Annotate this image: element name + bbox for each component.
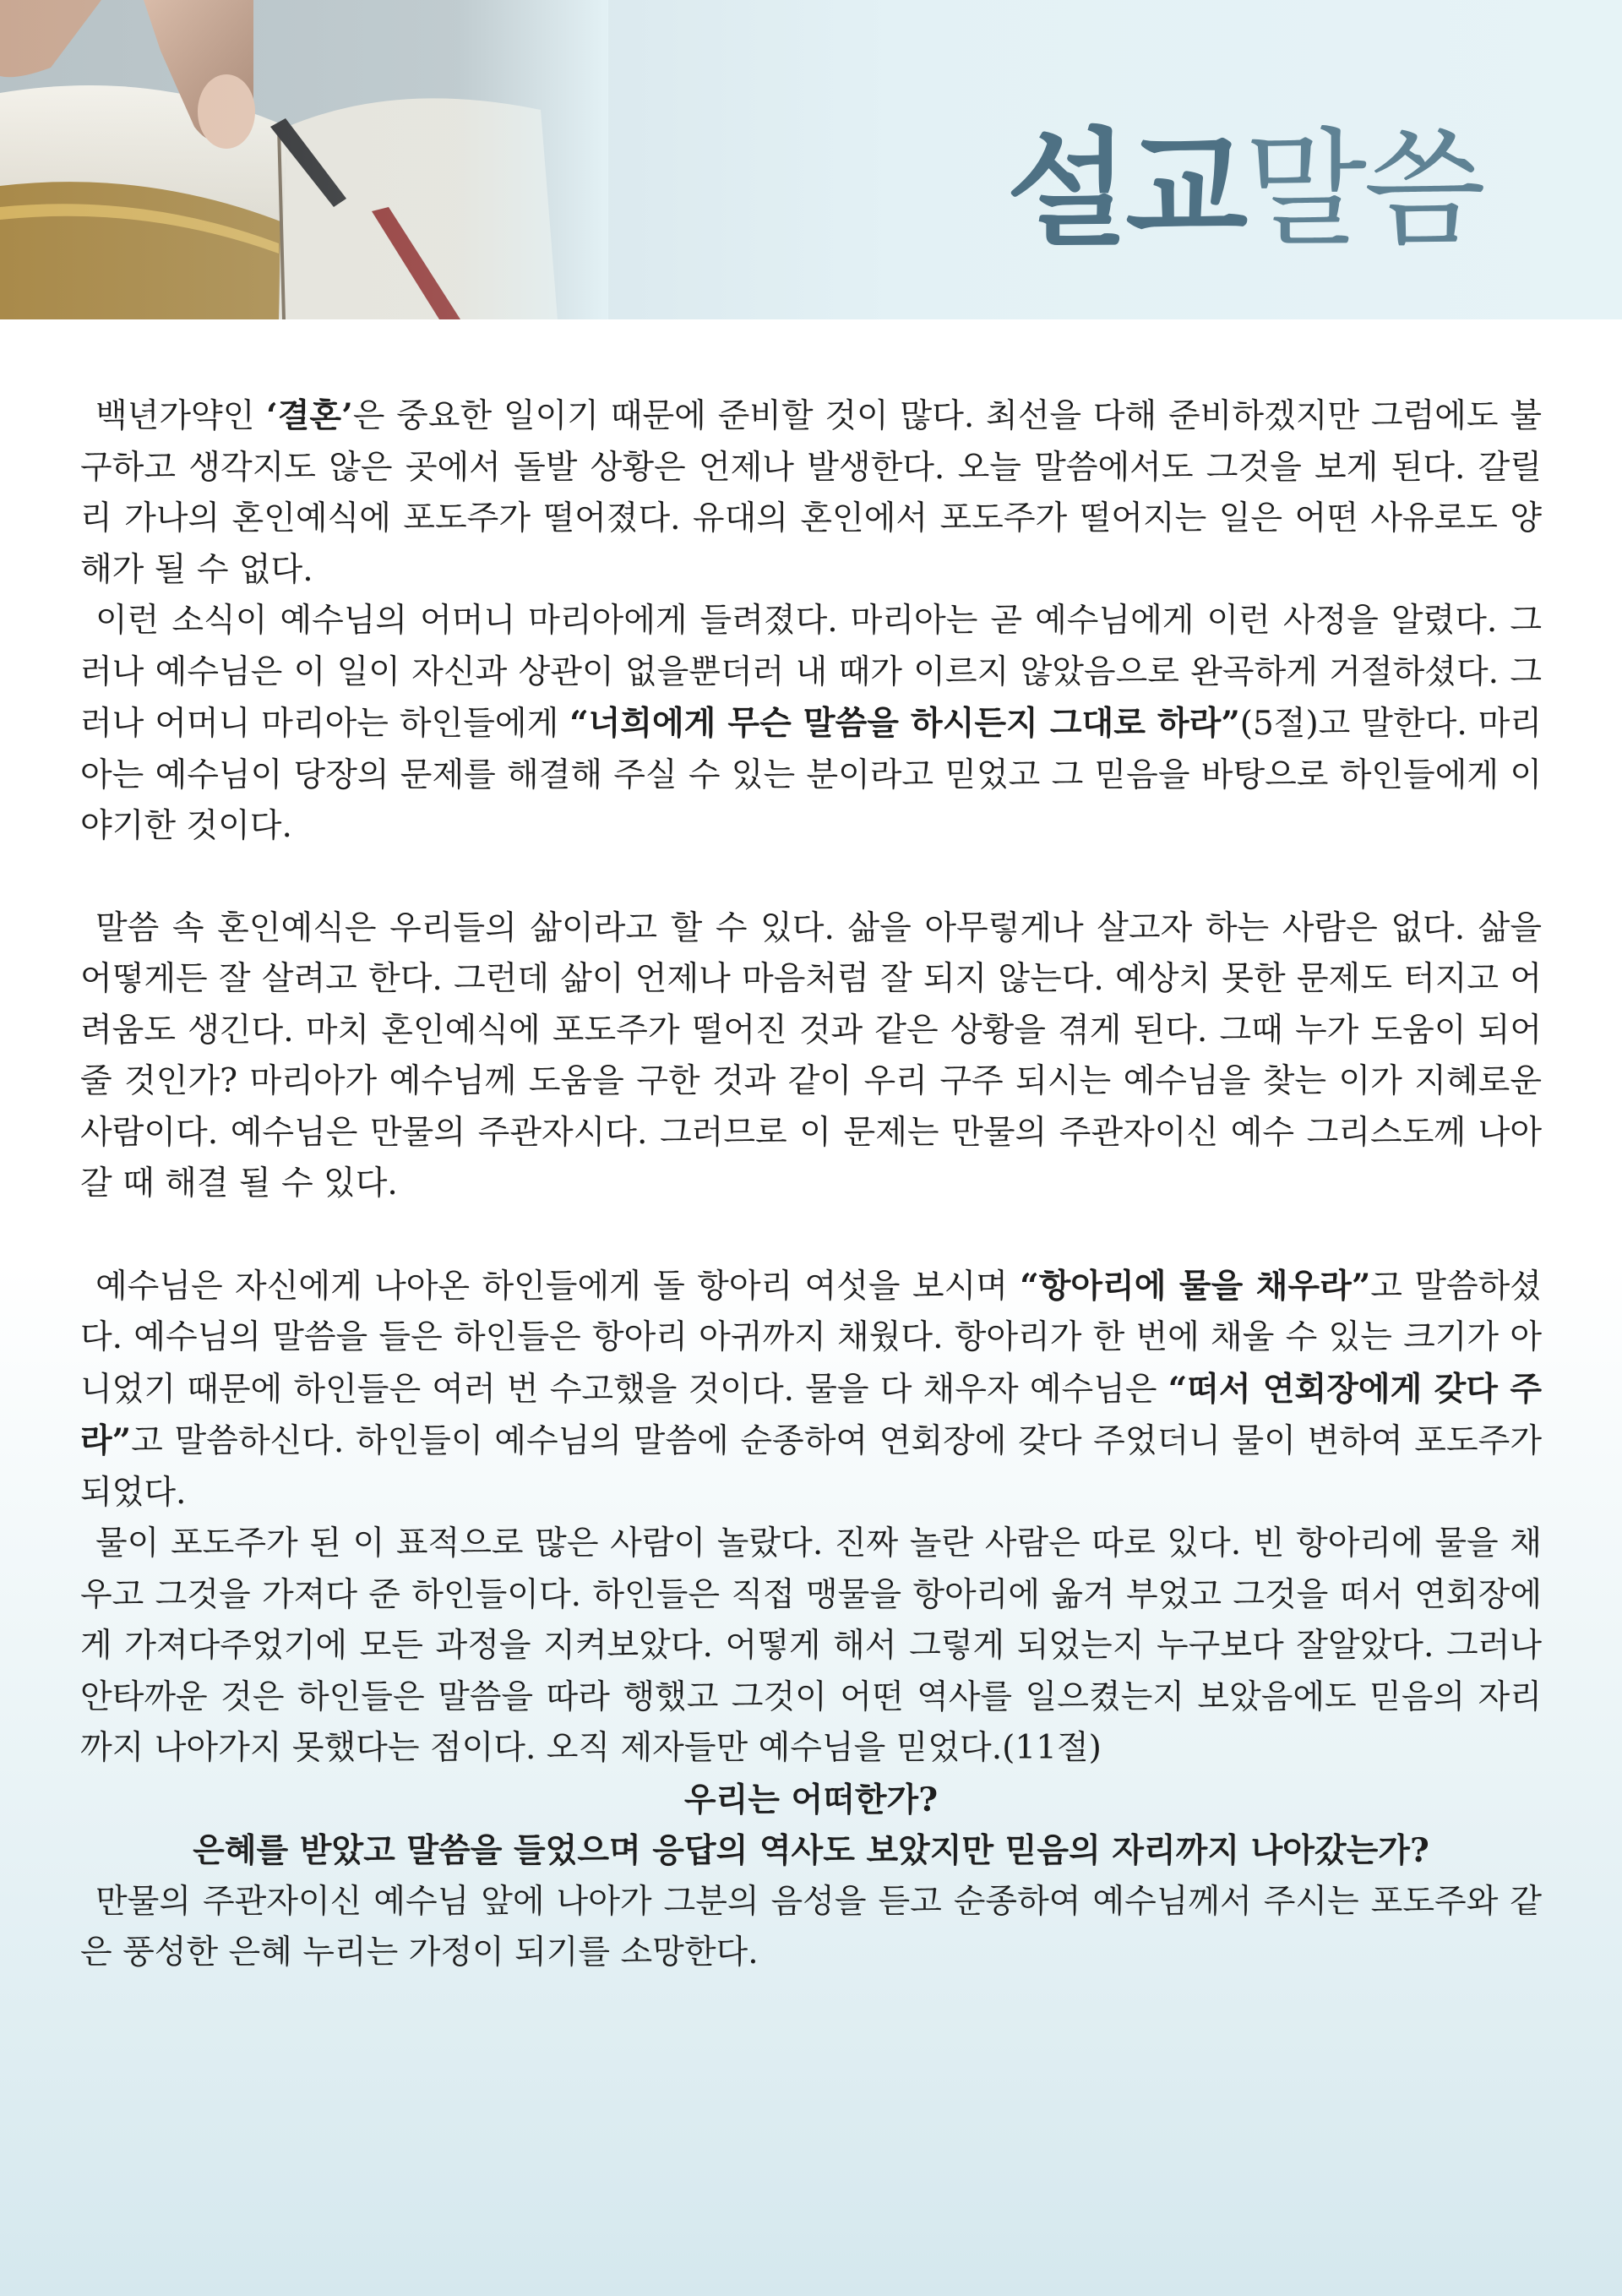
page-title-light: 말씀 [1244,117,1483,264]
bible-photo [0,0,608,319]
paragraph-6 [80,1877,1542,1979]
text-run: 물이 포도주가 된 이 표적으로 많은 사람이 놀랐다. 진짜 놀란 사람은 따로 있다. 빈 항아리에 물을 채우고 그것을 가져다 준 하인들이다. 하인들은 직접 맹물을 항아리에 옮겨 부었고 그것을 떠서 연회장에게 가져다주었기에 모든 과정을 지켜보았다. 어떻게 해서 그렇게 되었는지 누구보다 잘알았다. 그러나 안타까운 것은 하인들은 말씀을 따라 행했고 그것이 어떤 역사를 일으켰는지 보았음에도 믿음의 자리까지 나아가지 못했다는 점이다. 오직 제자들만 예수님을 믿었다.(11절) [80,1524,1542,1767]
paragraph-1 [80,390,1542,596]
text-run: 은 중요한 일이기 때문에 준비할 것이 많다. 최선을 다해 준비하겠지만 그럼에도 불구하고 생각지도 않은 곳에서 돌발 상황은 언제나 발생한다. 오늘 말씀에서도 그것을 보게 된다. 갈릴리 가나의 혼인예식에 포도주가 떨어졌다. 유대의 혼인에서 포도주가 떨어지는 일은 어떤 사유로도 양해가 될 수 없다. [80,397,1542,589]
question-2: 은혜를 받았고 말씀을 들었으며 응답의 역사도 보았지만 믿음의 자리까지 나아갔는가? [193,1831,1429,1870]
bold-text-run: ‘결혼’ [266,396,353,435]
question-1: 우리는 어떠한가? [683,1780,939,1819]
text-run: 예수님은 자신에게 나아온 하인들에게 돌 항아리 여섯을 보시며 [95,1267,1021,1306]
text-run: 고 말씀하신다. 하인들이 예수님의 말씀에 순종하여 연회장에 갖다 주었더니 물이 변하여 포도주가 되었다. [80,1422,1542,1512]
text-run: 만물의 주관자이신 예수님 앞에 나아가 그분의 음성을 듣고 순종하여 예수님께서 주시는 포도주와 같은 풍성한 은혜 누리는 가정이 되기를 소망한다. [80,1882,1542,1972]
page-title [1006,117,1483,264]
text-run: 이런 소식이 예수님의 어머니 마리아에게 들려졌다. 마리아는 곧 예수님에게 이런 사정을 알렸다. 그러나 예수님은 이 일이 자신과 상관이 없을뿐더러 내 때가 이르지 않았음으로 완곡하게 거절하셨다. 그러나 어머니 마리아는 하인들에게 [80,602,1542,743]
sermon-body [80,390,1542,1979]
bold-text-run: “떠서 연회장에게 갖다 주라” [80,1369,1543,1460]
page-title-bold: 설교 [1006,117,1245,264]
text-run: 말씀 속 혼인예식은 우리들의 삶이라고 할 수 있다. 삶을 아무렇게나 살고자 하는 사람은 없다. 삶을 어떻게든 잘 살려고 한다. 그런데 삶이 언제나 마음처럼 잘 되지 않는다. 예상치 못한 문제도 터지고 어려움도 생긴다. 마치 혼인예식에 포도주가 떨어진 것과 같은 상황을 겪게 된다. 그때 누가 도움이 되어줄 것인가? 마리아가 예수님께 도움을 구한 것과 같이 우리 구주 되시는 예수님을 찾는 이가 지혜로운 사람이다. 예수님은 만물의 주관자시다. 그러므로 이 문제는 만물의 주관자이신 예수 그리스도께 나아갈 때 해결 될 수 있다. [80,908,1543,1203]
paragraph-5 [80,1519,1542,1775]
text-run: (5절)고 말한다. 마리아는 예수님이 당장의 문제를 해결해 주실 수 있는 분이라고 믿었고 그 믿음을 바탕으로 하인들에게 이야기한 것이다. [80,705,1542,845]
header-banner [0,0,1622,319]
text-run: 고 말씀하셨다. 예수님의 말씀을 들은 하인들은 항아리 아귀까지 채웠다. 항아리가 한 번에 채울 수 있는 크기가 아니었기 때문에 하인들은 여러 번 수고했을 것이다. 물을 다 채우자 예수님은 [80,1267,1542,1409]
bold-text-run: “항아리에 물을 채우라” [1020,1266,1371,1306]
text-run: 백년가약인 [95,397,267,435]
paragraph-3 [80,903,1542,1210]
paragraph-4 [80,1261,1542,1519]
paragraph-2 [80,596,1542,853]
bold-text-run: “너희에게 무슨 말씀을 하시든지 그대로 하라” [569,704,1240,743]
